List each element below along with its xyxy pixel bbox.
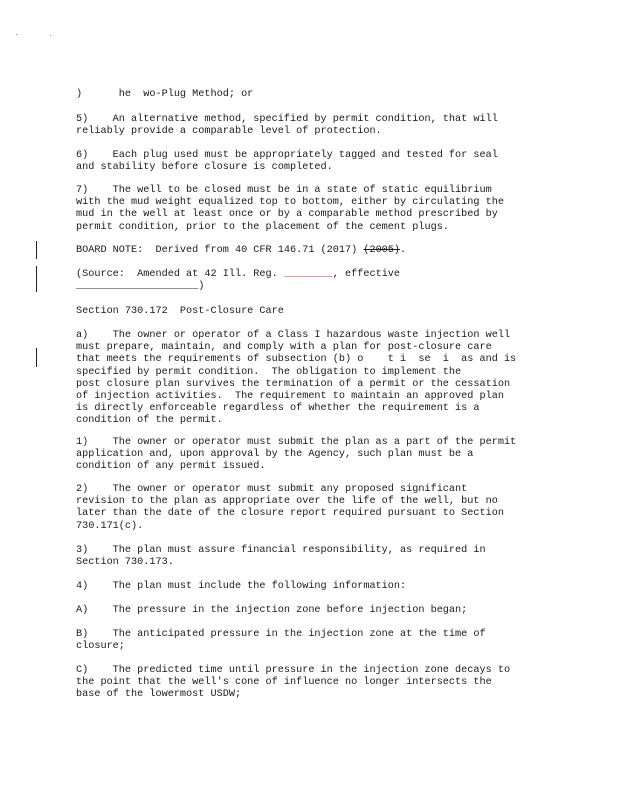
board-note [76, 245, 546, 257]
source-note-blank: ________ [283, 269, 333, 280]
paragraph-C-predicted-time: C) The predicted time until pressure in the injection zone decays to the point that the well's cone of influence no longer intersects the base of the lowermost USDW; [76, 665, 511, 701]
scan-speck [50, 35, 51, 36]
board-note-period: . [400, 245, 407, 256]
paragraph-a-post-closure-plan: a) The owner or operator of a Class I hazardous waste injection well must prepare, maintain, and comply with a plan for post-closure care that meets the requirements of subsection (b) o t i se i as and is specified by permit condition. The obligation to implement the post closure plan survives the termination of a permit or the cessation of injection activities. The requirement to maintain an approved plan is directly enforceable regardless of whether the requirement is a condition of the permit. [76, 330, 517, 427]
paragraph-static-equilibrium: 7) The well to be closed must be in a state of static equilibrium with the mud weight equalized top to bottom, either by circulating the mud in the well at least once or by a comparable method prescribed by permit condition, prior to the placement of the cement plugs. [76, 185, 504, 233]
paragraph-two-plug-method: ) he wo-Plug Method; or [76, 89, 254, 100]
revision-bar [36, 348, 37, 367]
scan-speck [16, 34, 17, 35]
revision-bar [36, 266, 37, 292]
paragraph-B-anticipated: B) The anticipated pressure in the injection zone at the time of closure; [76, 629, 486, 653]
board-note-struck-year: (2005) [363, 245, 401, 256]
revision-bar [36, 241, 37, 259]
paragraph-alternative-method: 5) An alternative method, specified by permit condition, that will reliably provide a comparable level of protection. [76, 114, 498, 138]
paragraph-4-information: 4) The plan must include the following information: [76, 581, 407, 592]
board-note-text: BOARD NOTE: Derived from 40 CFR 146.71 (2017) [76, 245, 364, 256]
paragraph-2-revision: 2) The owner or operator must submit any proposed significant revision to the plan as appropriate over the life of the well, but no later than the date of the closure report required pursuant to Section 730.171(c). [76, 484, 504, 532]
section-heading: Section 730.172 Post-Closure Care [76, 306, 284, 317]
source-note [76, 269, 546, 293]
paragraph-plug-tagged: 6) Each plug used must be appropriately tagged and tested for seal and stability before closure is completed. [76, 150, 498, 174]
source-note-effective: , effective ____________________) [76, 269, 401, 293]
source-note-text: (Source: Amended at 42 Ill. Reg. [76, 269, 284, 280]
paragraph-1-submit-plan: 1) The owner or operator must submit the plan as a part of the permit application and, upon approval by the Agency, such plan must be a condition of any permit issued. [76, 437, 517, 473]
paragraph-3-financial: 3) The plan must assure financial responsibility, as required in Section 730.173. [76, 545, 486, 569]
paragraph-A-pressure: A) The pressure in the injection zone before injection began; [76, 605, 468, 616]
